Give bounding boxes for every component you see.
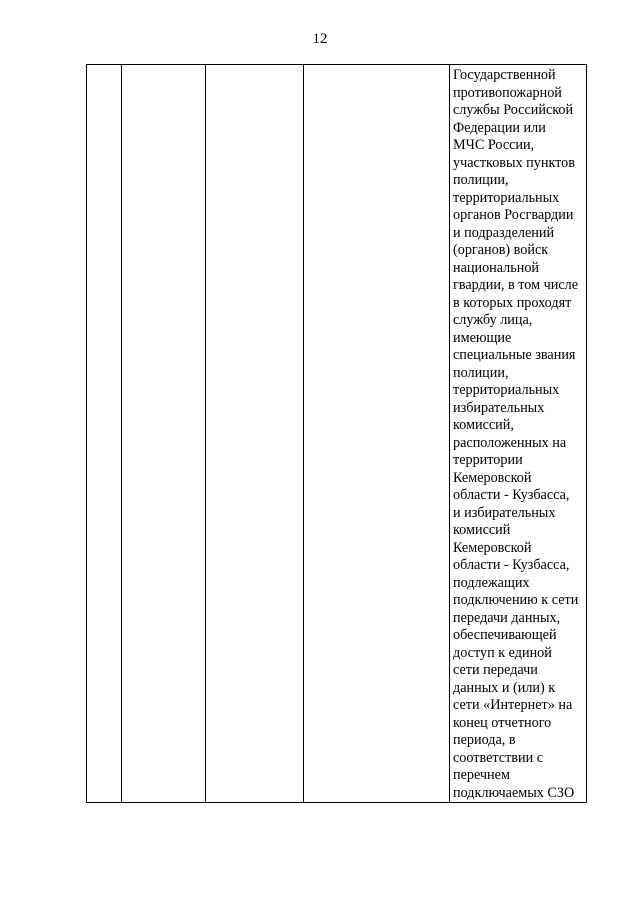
description-line: комиссий — [453, 522, 511, 538]
description-line: Федерации или — [453, 119, 546, 136]
document-table — [86, 64, 587, 803]
table-row — [87, 65, 587, 803]
description-line: специальные звания — [453, 347, 576, 363]
description-line: Кемеровской — [453, 539, 532, 556]
table-cell-1 — [87, 65, 122, 803]
description-line: МЧС России, — [453, 137, 535, 153]
table-cell-3 — [206, 65, 304, 803]
description-line: участковых пунктов — [453, 154, 575, 171]
description-line: противопожарной — [453, 84, 562, 101]
description-line: территориальных — [453, 189, 560, 206]
description-line: сети передачи — [453, 662, 538, 678]
description-line: подключению к сети — [453, 592, 579, 608]
page-number: 12 — [312, 31, 328, 47]
description-line: передачи данных, — [453, 609, 561, 626]
table-cell-4 — [304, 65, 450, 803]
description-line: в которых проходят — [453, 294, 572, 311]
description-line: территориальных — [453, 382, 560, 398]
description-line: (органов) войск — [453, 242, 549, 258]
description-text — [450, 65, 586, 802]
description-line: области - Кузбасса, — [453, 487, 570, 503]
description-line: и избирательных — [453, 504, 556, 521]
description-line: соответствии с — [453, 749, 544, 766]
description-line: национальной — [453, 259, 540, 276]
table-cell-description — [450, 65, 587, 803]
description-line: области - Кузбасса, — [453, 557, 570, 573]
description-line: территории — [453, 452, 523, 468]
description-line: службу лица, — [453, 312, 533, 328]
description-line: расположенных на — [453, 434, 567, 451]
description-line: полиции, — [453, 364, 509, 381]
description-line: данных и (или) к — [453, 679, 556, 696]
description-line: подлежащих — [453, 574, 530, 591]
description-line: доступ к единой — [453, 644, 552, 661]
description-line: и подразделений — [453, 224, 555, 241]
description-line: подключаемых СЗО — [453, 784, 575, 801]
description-line: Кемеровской — [453, 469, 532, 486]
table-cell-2 — [122, 65, 206, 803]
description-line: полиции, — [453, 172, 509, 188]
description-line: конец отчетного — [453, 714, 552, 731]
description-line: избирательных — [453, 399, 545, 416]
description-line: периода, в — [453, 732, 516, 748]
description-line: гвардии, в том числе — [453, 277, 579, 293]
description-line: службы Российской — [453, 102, 574, 118]
description-line: имеющие — [453, 329, 512, 346]
description-line: Государственной — [453, 67, 556, 83]
description-line: обеспечивающей — [453, 627, 557, 643]
description-line: сети «Интернет» на — [453, 697, 573, 713]
description-line: органов Росгвардии — [453, 207, 574, 223]
description-line: перечнем — [453, 767, 510, 783]
description-line: комиссий, — [453, 417, 514, 433]
